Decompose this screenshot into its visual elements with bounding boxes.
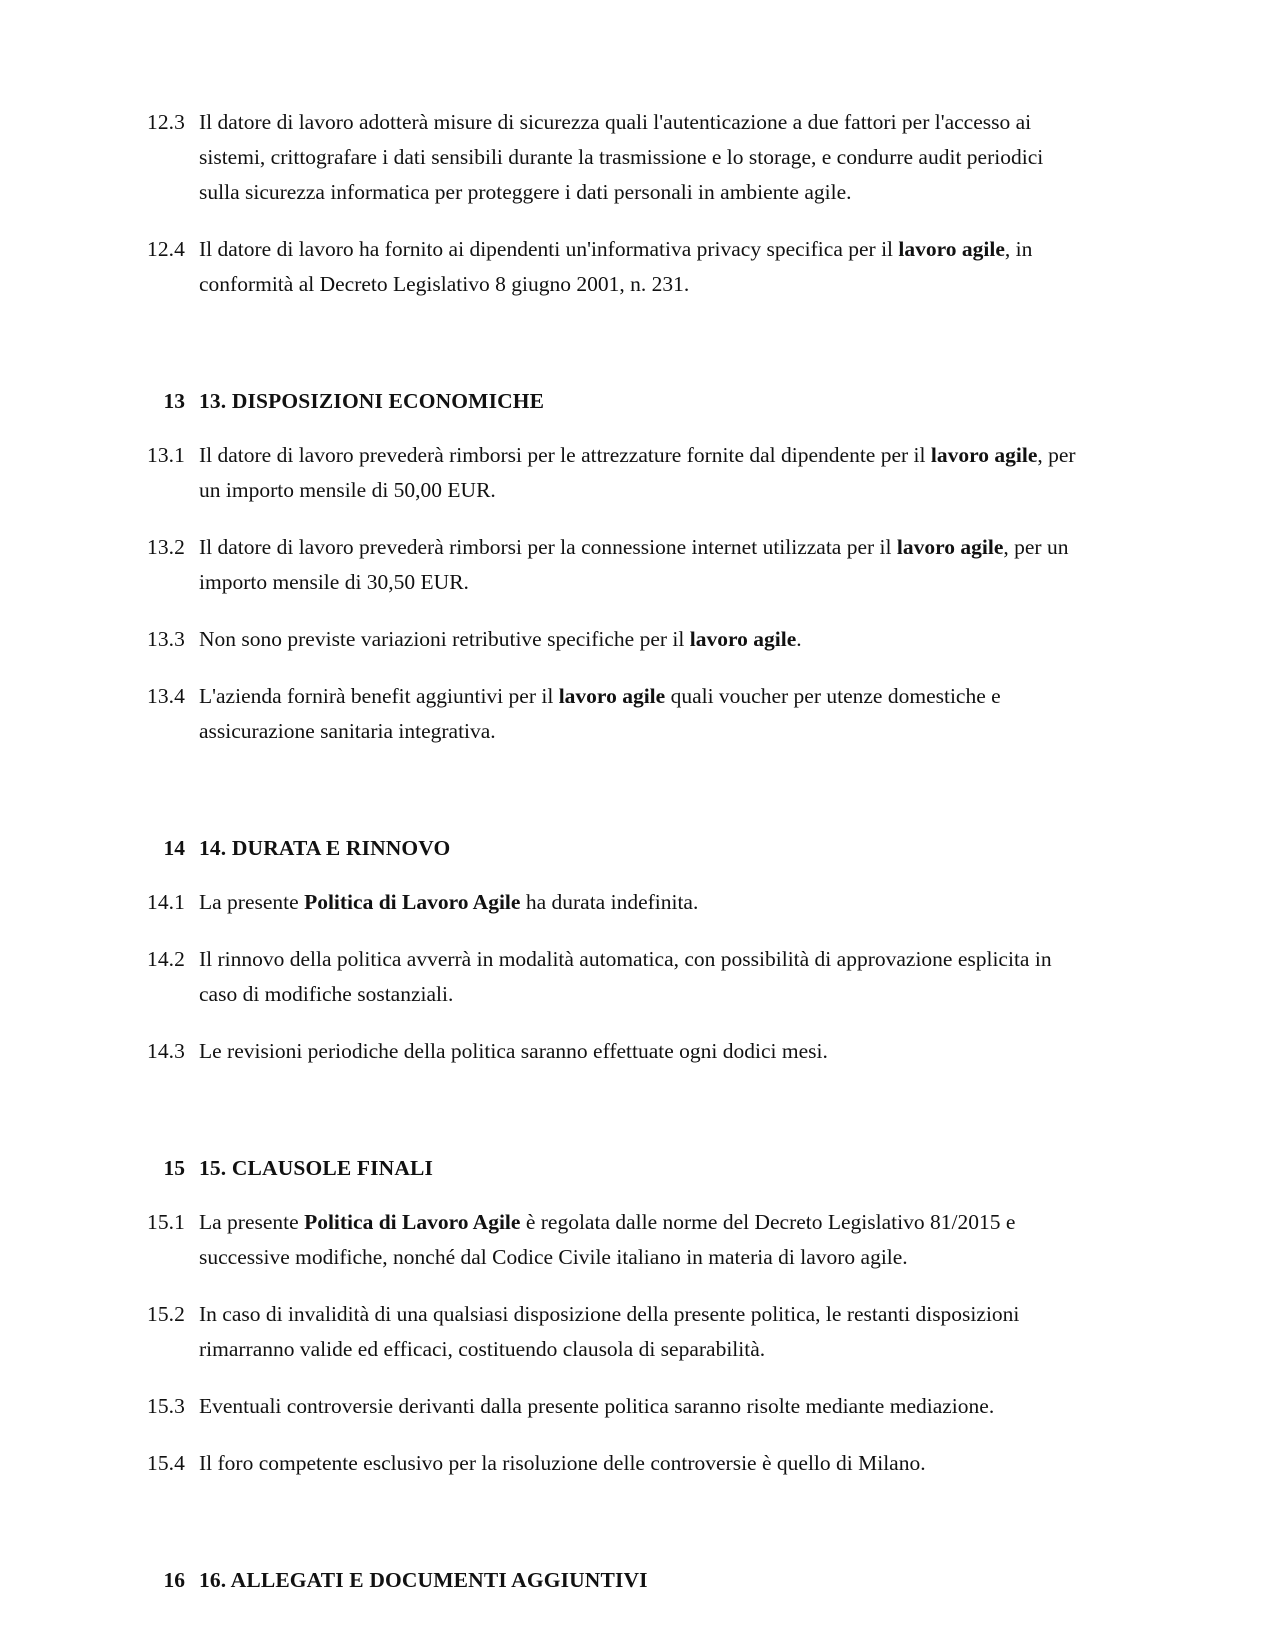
- clause-text: [199, 105, 1078, 210]
- clause-text: [199, 232, 1078, 302]
- clause-text-run: .: [796, 627, 802, 651]
- section-number: 16: [163, 1568, 185, 1592]
- section-title: 13. DISPOSIZIONI ECONOMICHE: [199, 389, 545, 413]
- clause-text-run: L'azienda fornirà benefit aggiuntivi per il: [199, 684, 559, 708]
- clause-number: 15.3: [146, 1394, 185, 1418]
- document-body: [133, 105, 1078, 1597]
- clause-text-run: , per un importo mensile di 50,00 EUR.: [199, 443, 1076, 502]
- clause-number: 13.3: [146, 627, 185, 651]
- clause: [133, 105, 1078, 210]
- clause-text-run: Il datore di lavoro adotterà misure di sicurezza quali l'autenticazione a due fattori per l'accesso ai sistemi, crittografare i dati sensibili durante la trasmissione e lo storage, e condurre audit periodici sulla sicurezza informatica per proteggere i dati personali in ambiente agile.: [199, 110, 1044, 204]
- clause: [133, 1389, 1078, 1424]
- clause-text-run: La presente: [199, 1210, 305, 1234]
- clause-text: [199, 622, 1078, 657]
- clause: [133, 885, 1078, 920]
- clause-number: 15.2: [146, 1302, 185, 1326]
- clause-text-run: ha durata indefinita.: [520, 890, 699, 914]
- clause: [133, 530, 1078, 600]
- section-number: 15: [163, 1156, 185, 1180]
- clause: [133, 679, 1078, 749]
- clause-text-run: Il datore di lavoro prevederà rimborsi per le attrezzature fornite dal dipendente per il: [199, 443, 931, 467]
- clause-text: [199, 1297, 1078, 1367]
- clause-text-run: In caso di invalidità di una qualsiasi disposizione della presente politica, le restanti disposizioni rimarranno valide ed efficaci, costituendo clausola di separabilità.: [199, 1302, 1020, 1361]
- clause-number: 13.2: [146, 535, 185, 559]
- clause: [133, 1297, 1078, 1367]
- clause-text-emphasis: lavoro agile: [930, 443, 1038, 467]
- clause-text: [199, 942, 1078, 1012]
- clause-text-run: Eventuali controversie derivanti dalla presente politica saranno risolte mediante mediazione.: [199, 1394, 995, 1418]
- clause-text-run: , in conformità al Decreto Legislativo 8 giugno 2001, n. 231.: [199, 237, 1033, 296]
- clause-number: 14.1: [146, 890, 185, 914]
- clause-text-run: , per un importo mensile di 30,50 EUR.: [199, 535, 1069, 594]
- clause-text: [199, 1389, 1078, 1424]
- clause-number: 14.3: [146, 1039, 185, 1063]
- clause-number: 15.4: [146, 1451, 185, 1475]
- section-spacer: [133, 1091, 1078, 1151]
- clause-text-run: quali voucher per utenze domestiche e assicurazione sanitaria integrativa.: [199, 684, 1001, 743]
- clause-text-run: Il datore di lavoro prevederà rimborsi per la connessione internet utilizzata per il: [199, 535, 897, 559]
- clause-text: [199, 530, 1078, 600]
- section-number: 13: [163, 389, 185, 413]
- clause: [133, 1205, 1078, 1275]
- clause-text: [199, 1034, 1078, 1069]
- clause-text: [199, 1446, 1078, 1481]
- clause-number: 13.4: [146, 684, 185, 708]
- clause: [133, 622, 1078, 657]
- clause-text-run: Non sono previste variazioni retributive specifiche per il: [199, 627, 690, 651]
- section-spacer: [133, 1503, 1078, 1563]
- clause: [133, 232, 1078, 302]
- clause: [133, 942, 1078, 1012]
- clause-number: 14.2: [146, 947, 185, 971]
- clause-text-emphasis: lavoro agile: [898, 237, 1005, 261]
- clause-text-run: La presente: [199, 890, 305, 914]
- section-heading: [133, 831, 1078, 865]
- clause-text-run: è regolata dalle norme del Decreto Legislativo 81/2015 e successive modifiche, nonché dal Codice Civile italiano in materia di lavoro agile.: [199, 1210, 1016, 1269]
- clause-text-emphasis: lavoro agile: [558, 684, 666, 708]
- section-heading: [133, 384, 1078, 418]
- section-heading: [133, 1563, 1078, 1597]
- section-heading: [133, 1151, 1078, 1185]
- clause: [133, 1446, 1078, 1481]
- section-title: 14. DURATA E RINNOVO: [199, 836, 451, 860]
- clause-text-run: Le revisioni periodiche della politica saranno effettuate ogni dodici mesi.: [199, 1039, 828, 1063]
- clause-text-run: Il rinnovo della politica avverrà in modalità automatica, con possibilità di approvazione esplicita in caso di modifiche sostanziali.: [199, 947, 1052, 1006]
- clause-text-emphasis: lavoro agile: [689, 627, 797, 651]
- clause-text: [199, 1205, 1078, 1275]
- clause-text-emphasis: lavoro agile: [896, 535, 1004, 559]
- clause-text: [199, 679, 1078, 749]
- section-spacer: [133, 771, 1078, 831]
- section-title: 15. CLAUSOLE FINALI: [199, 1156, 434, 1180]
- clause-text: [199, 438, 1078, 508]
- clause-number: 12.3: [146, 110, 185, 134]
- clause: [133, 438, 1078, 508]
- clause-text-emphasis: Politica di Lavoro Agile: [304, 1210, 521, 1234]
- clause-text-run: Il foro competente esclusivo per la risoluzione delle controversie è quello di Milano.: [199, 1451, 926, 1475]
- clause-number: 12.4: [146, 237, 185, 261]
- clause-number: 15.1: [146, 1210, 185, 1234]
- clause: [133, 1034, 1078, 1069]
- clause-text-run: Il datore di lavoro ha fornito ai dipendenti un'informativa privacy specifica per il: [199, 237, 899, 261]
- section-spacer: [133, 324, 1078, 384]
- section-number: 14: [163, 836, 185, 860]
- clause-text: [199, 885, 1078, 920]
- clause-number: 13.1: [146, 443, 185, 467]
- section-title: 16. ALLEGATI E DOCUMENTI AGGIUNTIVI: [199, 1568, 648, 1592]
- clause-text-emphasis: Politica di Lavoro Agile: [304, 890, 521, 914]
